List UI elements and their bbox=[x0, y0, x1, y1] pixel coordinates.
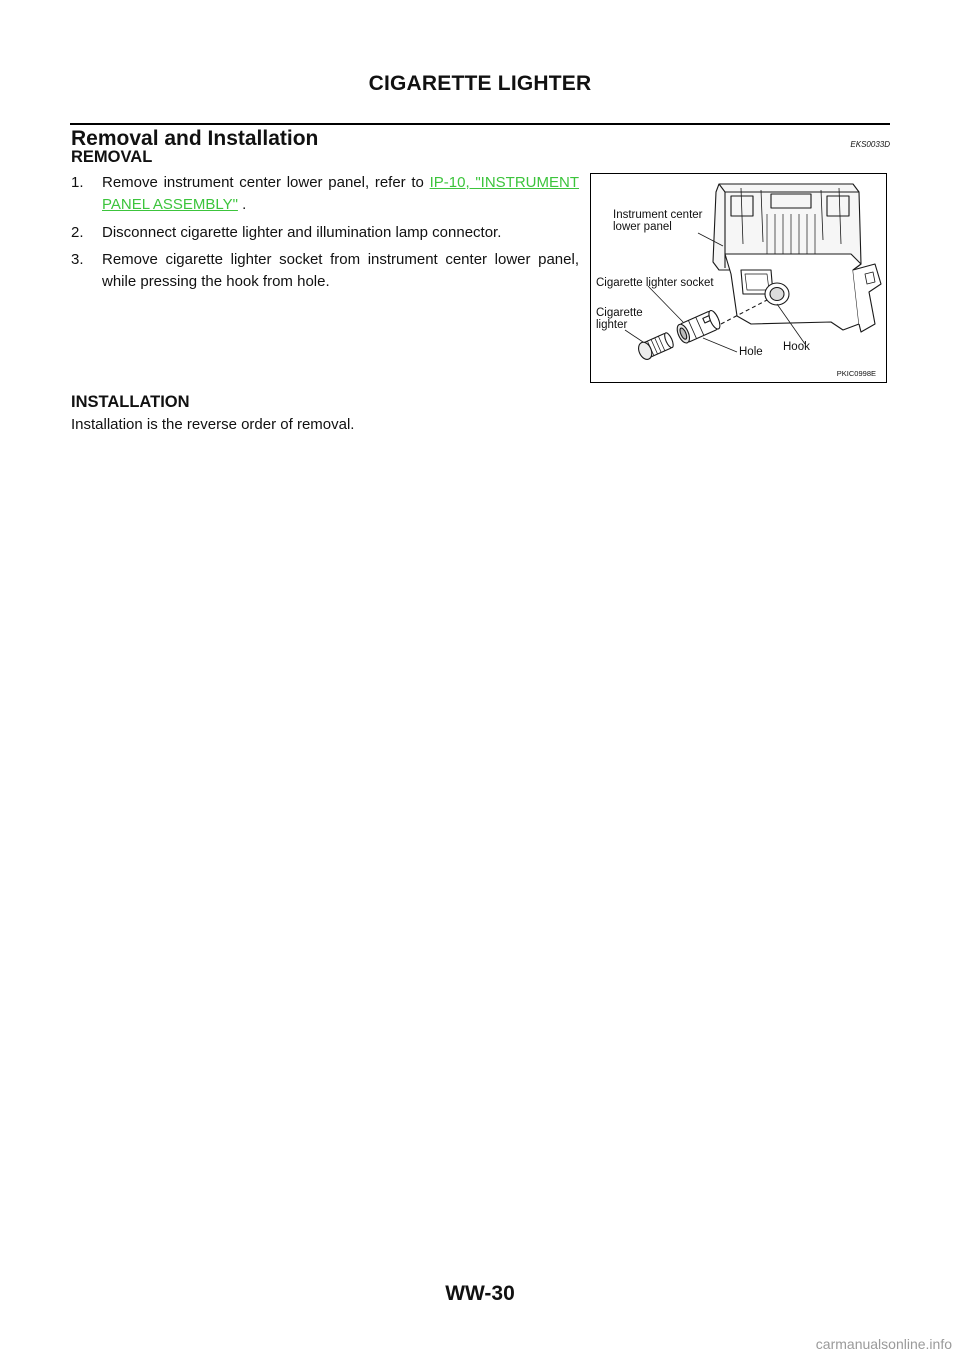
step-text: Disconnect cigarette lighter and illumination lamp connector. bbox=[102, 224, 502, 241]
label-instrument-center-1: Instrument center bbox=[613, 209, 703, 221]
installation-heading: INSTALLATION bbox=[71, 393, 190, 411]
step-text: Remove cigarette lighter socket from instrument center lower panel, while pressing the hook from hole. bbox=[102, 251, 579, 290]
section-title: Removal and Installation bbox=[71, 127, 319, 150]
section-code: EKS0033D bbox=[850, 140, 890, 149]
step-number: 3. bbox=[71, 251, 84, 268]
removal-heading: REMOVAL bbox=[71, 148, 153, 166]
removal-step-3 bbox=[71, 249, 579, 293]
page-title: CIGARETTE LIGHTER bbox=[368, 72, 592, 95]
step-text-after: . bbox=[237, 196, 247, 213]
label-hole: Hole bbox=[739, 346, 763, 358]
step-number: 1. bbox=[71, 174, 84, 191]
watermark: carmanualsonline.info bbox=[815, 1336, 952, 1352]
label-cigarette-2: lighter bbox=[596, 319, 628, 331]
step-number: 2. bbox=[71, 224, 84, 241]
page-number: WW-30 bbox=[445, 1282, 515, 1305]
label-hook: Hook bbox=[783, 341, 810, 353]
installation-text: Installation is the reverse order of removal. bbox=[71, 416, 355, 433]
removal-step-1 bbox=[71, 172, 579, 216]
ip-10-instrument-panel-assembly-link[interactable]: IP-10, "INSTRUMENT PANEL ASSEMBLY" bbox=[102, 174, 580, 213]
cigarette-lighter-figure bbox=[590, 173, 887, 383]
figure-code: PKIC0998E bbox=[836, 369, 876, 378]
label-cigarette-lighter-socket: Cigarette lighter socket bbox=[596, 277, 714, 289]
label-instrument-center-2: lower panel bbox=[613, 221, 672, 233]
label-cigarette-1: Cigarette bbox=[596, 307, 643, 319]
step-text bbox=[102, 172, 579, 216]
removal-step-2 bbox=[71, 222, 579, 244]
header-rule bbox=[70, 123, 890, 125]
step-text-before: Remove instrument center lower panel, refer to bbox=[102, 174, 430, 191]
